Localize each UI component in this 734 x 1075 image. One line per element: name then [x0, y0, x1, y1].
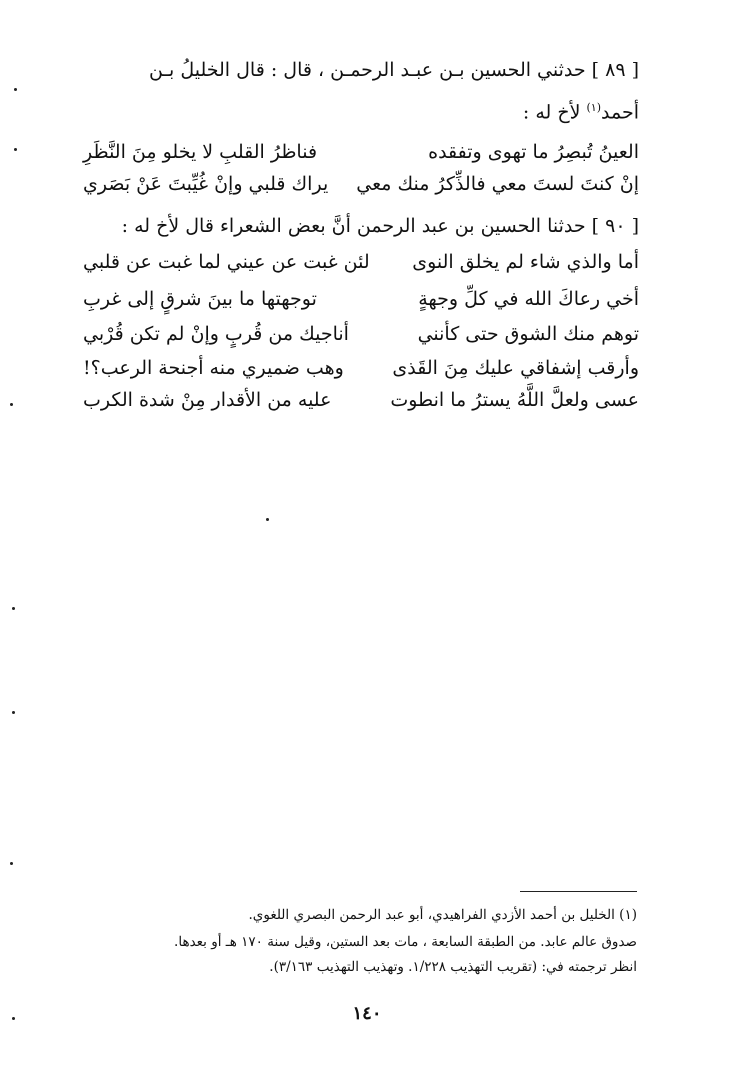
- footnote-line-3: انظر ترجمته في: (تقريب التهذيب ١/٢٢٨. وتهذيب التهذيب ٣/١٦٣).: [269, 959, 637, 975]
- entry-89-line-2: [523, 96, 639, 124]
- entry-89-line-1: [ ٨٩ ] حدثني الحسين بـن عبـد الرحمـن ، قال : قال الخليلُ بـن: [148, 59, 639, 81]
- scan-speck: [12, 1017, 15, 1020]
- scan-speck: [266, 518, 269, 521]
- verse-second-hemistich: فناظرُ القلبِ لا يخلو مِنَ النَّظَرِ: [83, 141, 318, 163]
- scan-speck: [12, 711, 15, 714]
- footnote-ref: (١): [586, 101, 602, 114]
- verse-first-hemistich: أخي رعاكَ الله في كلِّ وجهةٍ: [418, 288, 639, 310]
- scan-speck: [14, 88, 17, 91]
- footnote-line-1: (١) الخليل بن أحمد الأزدي الفراهيدي، أبو عبد الرحمن البصري اللغوي.: [248, 907, 637, 923]
- entry-89-name: أحمد: [601, 101, 639, 124]
- scan-speck: [14, 148, 17, 151]
- scan-speck: [10, 403, 13, 406]
- verse-first-hemistich: وأرقب إشفاقي عليك مِنَ القَذى: [392, 357, 639, 379]
- verse-first-hemistich: العينُ تُبصِرُ ما تهوى وتفقده: [428, 141, 639, 163]
- scan-speck: [10, 862, 13, 865]
- verse-second-hemistich: عليه من الأقدار مِنْ شدة الكرب: [83, 389, 332, 411]
- verse-second-hemistich: وهب ضميري منه أجنحة الرعب؟!: [83, 357, 344, 379]
- verse-second-hemistich: لئن غبت عن عيني لما غبت عن قلبي: [83, 251, 370, 273]
- verse-first-hemistich: عسى ولعلَّ اللَّهُ يسترُ ما انطوت: [390, 389, 639, 411]
- entry-89-intro: لأخ له :: [522, 101, 587, 124]
- page-number: ١٤٠: [352, 1003, 382, 1024]
- verse-second-hemistich: توجهتها ما بينَ شرقٍ إلى غربِ: [83, 288, 317, 310]
- footnote-separator: [520, 891, 637, 892]
- verse-second-hemistich: أناجيك من قُربٍ وإنْ لم تكن قُرْبي: [83, 323, 349, 345]
- verse-first-hemistich: أما والذي شاء لم يخلق النوى: [412, 251, 639, 273]
- footnote-line-2: صدوق عالم عابد. من الطبقة السابعة ، مات بعد الستين، وقيل سنة ١٧٠ هـ أو بعدها.: [174, 934, 637, 950]
- scan-speck: [12, 607, 15, 610]
- entry-90-line-1: [ ٩٠ ] حدثنا الحسين بن عبد الرحمن أنَّ بعض الشعراء قال لأخ له :: [121, 215, 639, 237]
- verse-first-hemistich: توهم منك الشوق حتى كأنني: [417, 323, 639, 345]
- verse-first-hemistich: إنْ كنتَ لستَ معي فالذِّكرُ منك معي: [356, 173, 639, 195]
- verse-second-hemistich: يراك قلبي وإنْ غُيِّبتَ عَنْ بَصَري: [83, 173, 329, 195]
